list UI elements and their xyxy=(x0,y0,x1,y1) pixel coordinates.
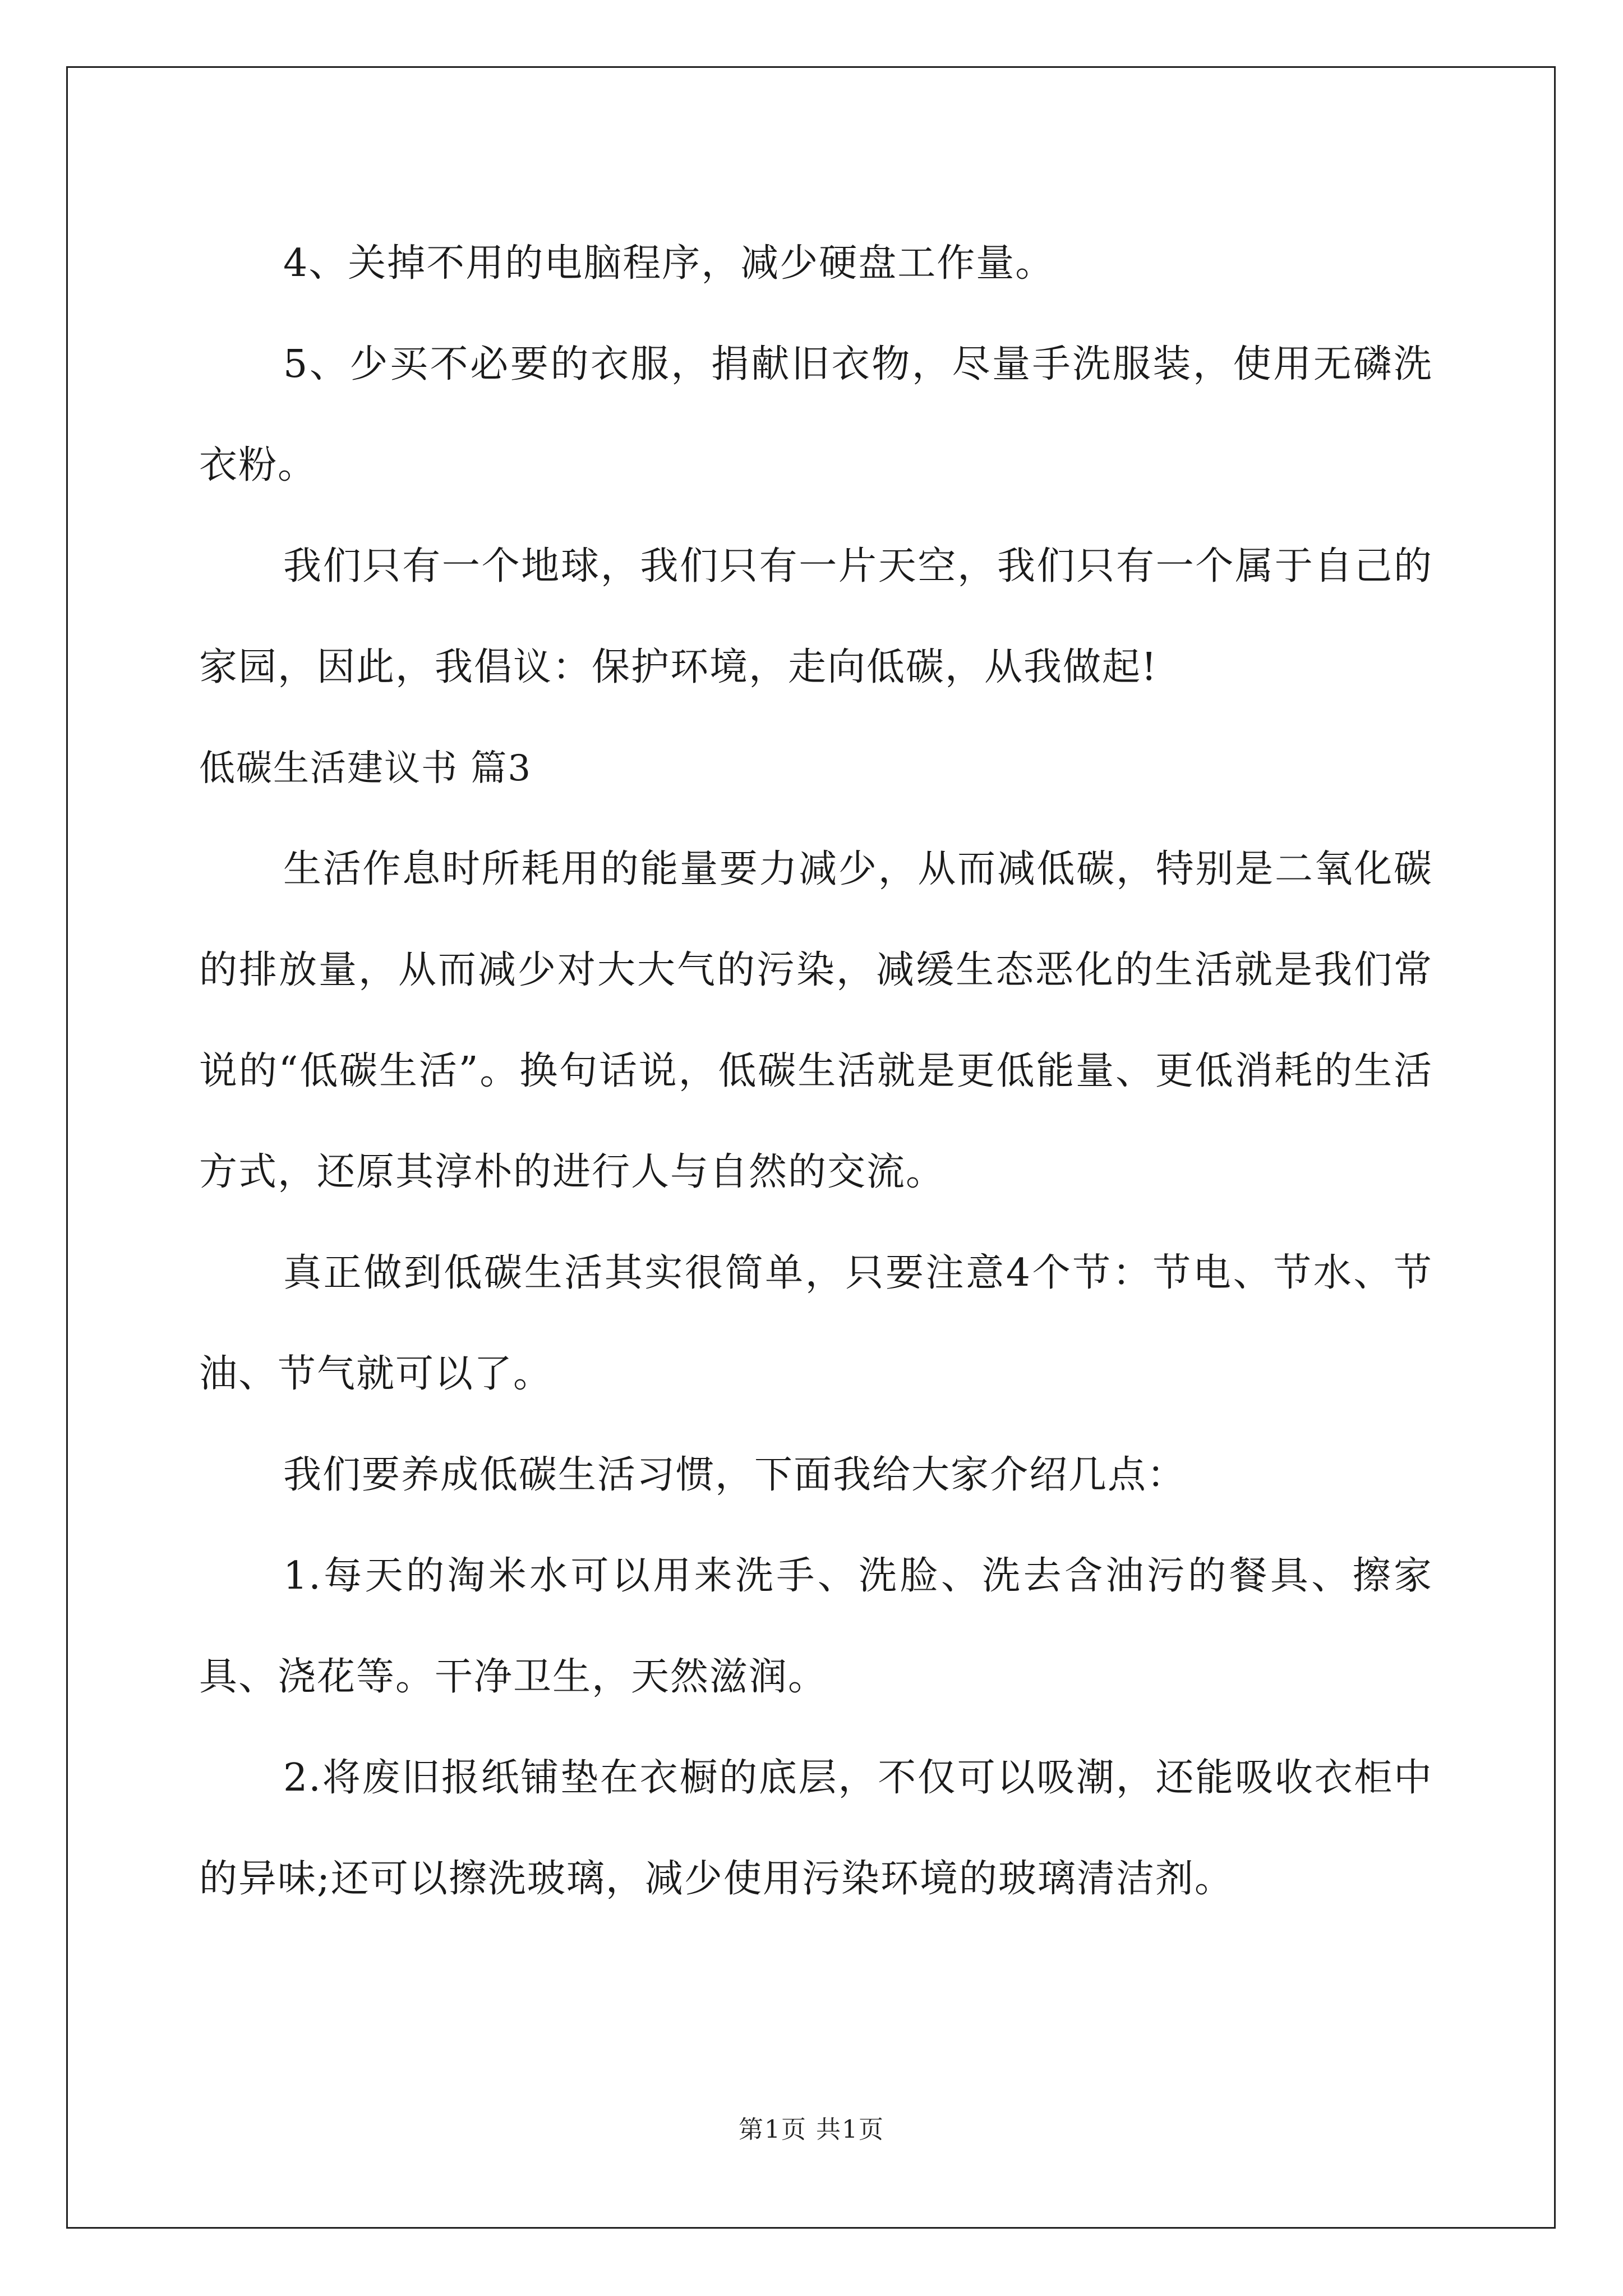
paragraph-item-5: 5、少买不必要的衣服，捐献旧衣物，尽量手洗服装，使用无磷洗衣粉。 xyxy=(199,342,1433,487)
paragraph-intro-tips: 我们要养成低碳生活习惯，下面我给大家介绍几点： xyxy=(283,1453,1187,1497)
section-heading: 低碳生活建议书 篇3 xyxy=(199,748,532,789)
paragraph-tip-2: 2.将废旧报纸铺垫在衣橱的底层，不仅可以吸潮，还能吸收衣柜中的异味;还可以擦洗玻璃，减少使用污染环境的玻璃清洁剂。 xyxy=(199,1756,1433,1901)
paragraph-definition: 生活作息时所耗用的能量要力减少，从而减低碳，特别是二氧化碳的排放量，从而减少对大大气的污染，减缓生态恶化的生活就是我们常说的“低碳生活”。换句话说，低碳生活就是更低能量、更低消耗的生活方式，还原其淳朴的进行人与自然的交流。 xyxy=(199,847,1433,1194)
paragraph-item-4: 4、关掉不用的电脑程序，减少硬盘工作量。 xyxy=(283,241,1055,286)
page-number-footer: 第1页 共1页 xyxy=(739,2115,884,2144)
paragraph-four-savings: 真正做到低碳生活其实很简单，只要注意4个节：节电、节水、节油、节气就可以了。 xyxy=(199,1251,1433,1396)
paragraph-tip-1: 1.每天的淘米水可以用来洗手、洗脸、洗去含油污的餐具、擦家具、浇花等。干净卫生，天然滋润。 xyxy=(199,1554,1433,1699)
document-body xyxy=(199,213,1433,1930)
paragraph-appeal: 我们只有一个地球，我们只有一片天空，我们只有一个属于自己的家园，因此，我倡议：保护环境，走向低碳，从我做起! xyxy=(199,544,1433,689)
